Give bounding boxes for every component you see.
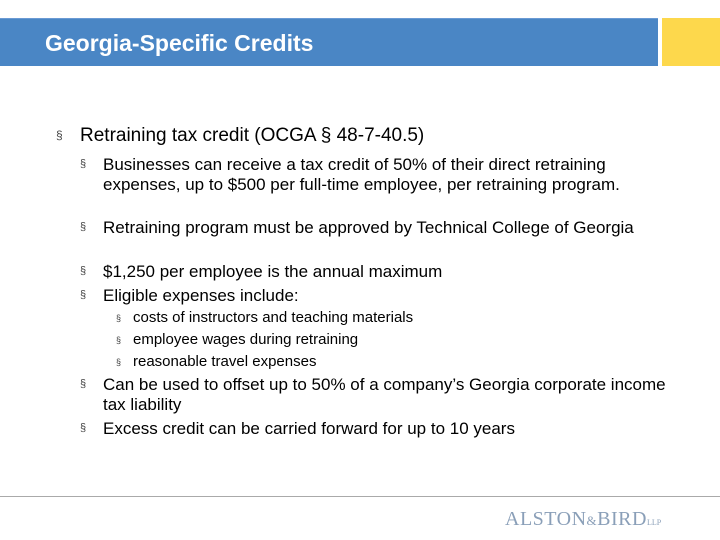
main-bullet-text: Retraining tax credit (OCGA § 48-7-40.5) xyxy=(80,125,425,146)
sub-bullet-icon: § xyxy=(116,313,122,323)
list-item: Eligible expenses include: xyxy=(103,286,299,305)
sub-list-item: employee wages during retraining xyxy=(133,331,359,348)
bullet-icon: § xyxy=(80,221,87,233)
bullet-icon: § xyxy=(80,378,87,390)
bullet-icon: § xyxy=(80,422,87,434)
bullet-icon: § xyxy=(80,289,87,301)
list-item: Can be used to offset up to 50% of a company’s Georgia corporate income tax liability xyxy=(103,375,666,414)
bullet-icon: § xyxy=(80,265,87,277)
list-item: Retraining program must be approved by Technical College of Georgia xyxy=(103,218,634,237)
sub-list-item: costs of instructors and teaching materials xyxy=(133,309,414,326)
alston-bird-logo xyxy=(505,508,661,531)
footer-divider xyxy=(0,496,720,497)
sub-bullet-icon: § xyxy=(116,335,122,345)
list-item: Excess credit can be carried forward for up to 10 years xyxy=(103,419,515,438)
logo-text-end: BIRD xyxy=(597,508,647,530)
list-item: Businesses can receive a tax credit of 50% of their direct retraining expenses, up to $500 per full-time employee, per retraining program. xyxy=(103,155,620,194)
bullet-icon: § xyxy=(56,128,63,142)
sub-bullet-icon: § xyxy=(116,357,122,367)
bullet-icon: § xyxy=(80,158,87,170)
sub-list-item: reasonable travel expenses xyxy=(133,353,317,370)
list-item: $1,250 per employee is the annual maximum xyxy=(103,262,443,281)
logo-ampersand: & xyxy=(586,513,598,528)
logo-text-main: ALSTON xyxy=(505,508,587,530)
slide-title: Georgia-Specific Credits xyxy=(45,30,314,56)
logo-llp: LLP xyxy=(646,518,662,527)
